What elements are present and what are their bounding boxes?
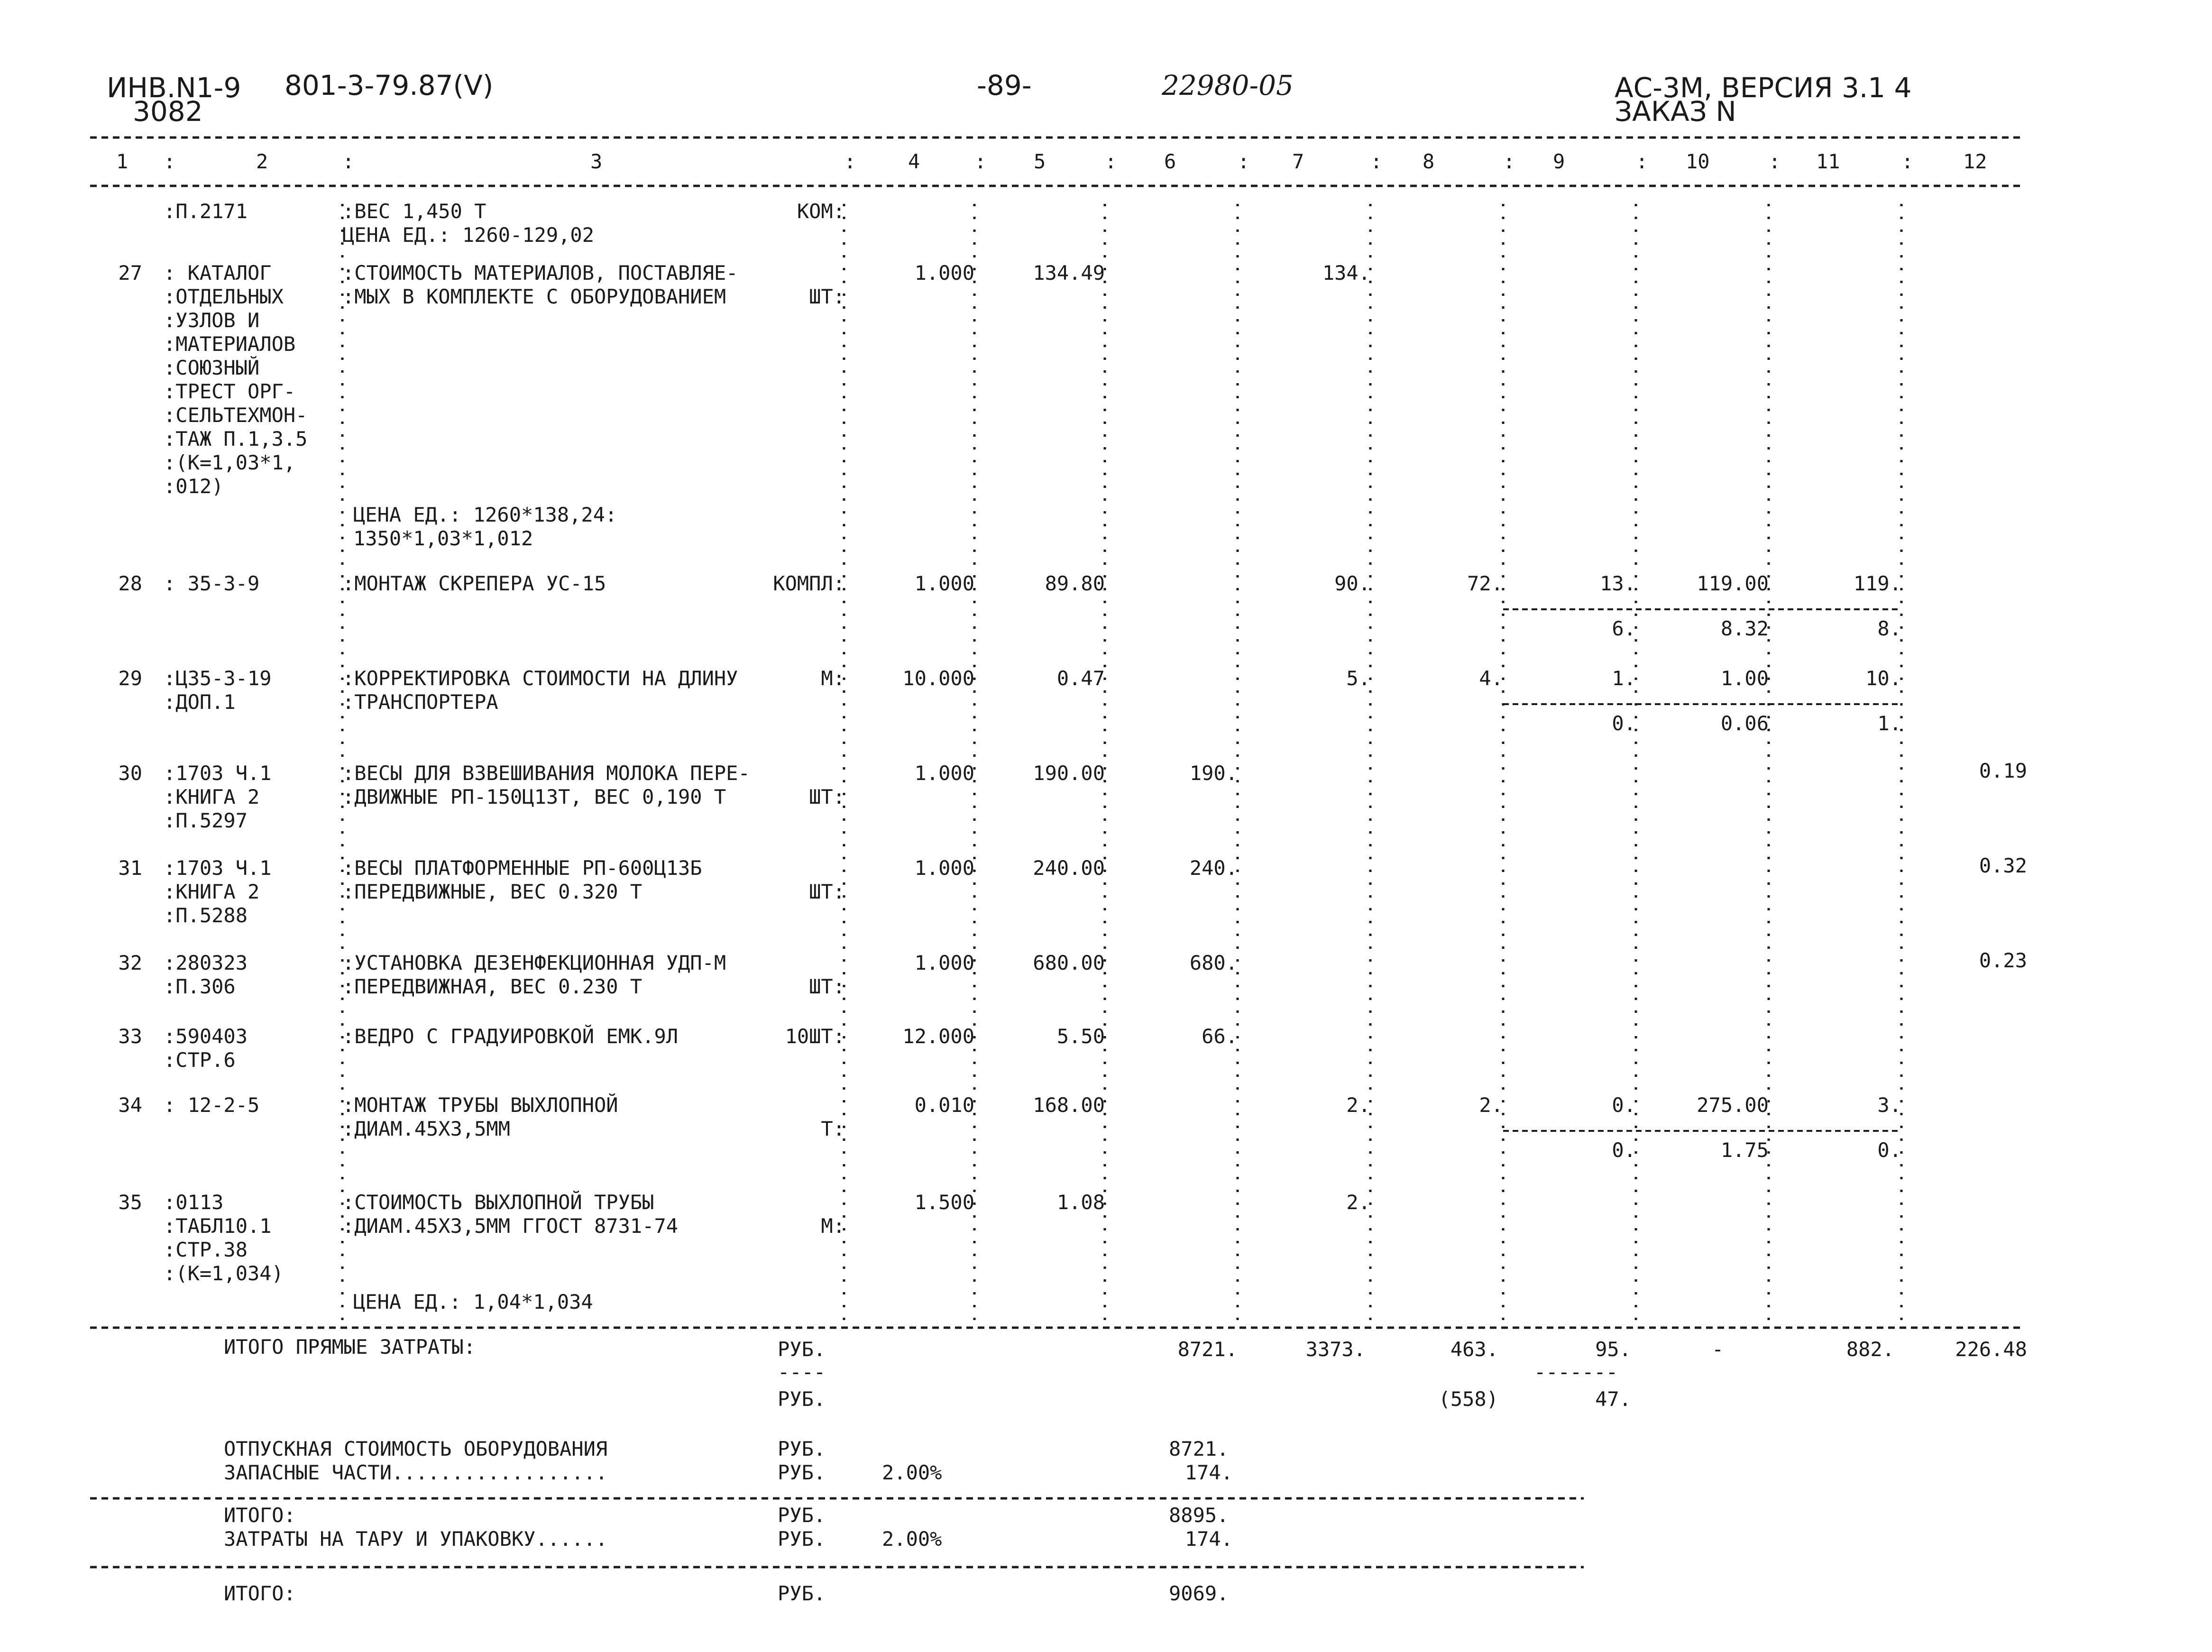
row-code: :ТРЕСТ ОРГ- [164, 380, 296, 403]
row-value-c10: 1.00 [1720, 667, 1769, 690]
direct2-total-c8: (558) [1438, 1387, 1498, 1411]
row-unit: М: [821, 667, 845, 690]
row-code: :590403 [164, 1025, 248, 1048]
subtotal-1-label: ИТОГО: [224, 1504, 296, 1527]
column-header-6: 6 [1164, 150, 1176, 173]
row-code: : 35-3-9 [164, 572, 260, 595]
row-description: :ДИАМ.45Х3,5ММ ГГОСТ 8731-74 [342, 1214, 679, 1238]
inv-number: 3082 [133, 95, 203, 128]
row-code: : КАТАЛОГ [164, 261, 272, 285]
row-unit: КОМПЛ: [773, 572, 845, 595]
row-number: 35 [118, 1191, 142, 1214]
row-description: ЦЕНА ЕД.: 1260-129,02 [342, 223, 595, 247]
row-number: 28 [118, 572, 142, 595]
row-price-note: ЦЕНА ЕД.: 1260*138,24: [353, 503, 617, 526]
direct-total-c6: 8721. [1177, 1338, 1238, 1361]
row-value-c9: 1. [1612, 667, 1636, 690]
packaging-value: 174. [1184, 1527, 1233, 1551]
column-divider: : [164, 150, 176, 173]
row-description: :МОНТАЖ ТРУБЫ ВЫХЛОПНОЙ [342, 1093, 618, 1117]
row-unit: КОМ: [797, 200, 845, 223]
row-description: :ДВИЖНЫЕ РП-150Ц13Т, ВЕС 0,190 Т [342, 785, 726, 808]
row-description: :КОРРЕКТИРОВКА СТОИМОСТИ НА ДЛИНУ [342, 667, 738, 690]
column-divider: : [1370, 150, 1383, 173]
row-number: 34 [118, 1093, 142, 1117]
row-value-c7: 2. [1346, 1191, 1370, 1214]
row-code: :СТР.38 [164, 1238, 248, 1261]
row-value-c5: 0.47 [1056, 667, 1105, 690]
column-divider: : [342, 150, 355, 173]
row-value-c5: 89.80 [1045, 572, 1105, 595]
grand-total-label: ИТОГО: [224, 1582, 296, 1605]
column-divider: : [974, 150, 987, 173]
row-code: :СЕЛЬТЕХМОН- [164, 404, 308, 427]
order-label: ЗАКАЗ N [1615, 95, 1736, 128]
row-description: :УСТАНОВКА ДЕЗЕНФЕКЦИОННАЯ УДП-М [342, 951, 726, 974]
row-code: :1703 Ч.1 [164, 762, 272, 785]
row-value-c6: 240. [1189, 856, 1238, 880]
row-code: :СОЮЗНЫЙ [164, 356, 260, 379]
direct2-total-c9: 47. [1595, 1387, 1631, 1411]
row-number: 32 [118, 951, 142, 974]
row-number: 29 [118, 667, 142, 690]
row-subvalue-c9: 0. [1612, 712, 1636, 735]
column-divider: : [1105, 150, 1117, 173]
row-value-c5: 134.49 [1033, 261, 1105, 285]
direct-dash-short: ---- [778, 1360, 826, 1384]
row-value-c4: 1.000 [914, 261, 974, 285]
row-code: :ДОП.1 [164, 690, 236, 714]
row-value-c7: 5. [1346, 667, 1370, 690]
row-description: :МОНТАЖ СКРЕПЕРА УС-15 [342, 572, 606, 595]
equipment-cost-value: 8721. [1169, 1437, 1229, 1460]
row-value-c7: 90. [1334, 572, 1370, 595]
direct-costs2-currency: РУБ. [778, 1387, 826, 1411]
row-value-c7: 2. [1346, 1093, 1370, 1117]
row-value-c11: 10. [1865, 667, 1901, 690]
row-code: :ОТДЕЛЬНЫХ [164, 285, 284, 308]
row-value-c12: 0.23 [1979, 949, 2027, 972]
column-header-5: 5 [1034, 150, 1046, 173]
row-value-c12: 0.19 [1979, 759, 2027, 782]
inv-label: ИНВ.N1-9 [107, 72, 241, 104]
column-header-12: 12 [1963, 150, 1987, 173]
row-value-c5: 190.00 [1033, 762, 1105, 785]
subtotal-1-value: 8895. [1169, 1504, 1229, 1527]
row-code: : 12-2-5 [164, 1093, 260, 1117]
row-value-c11: 119. [1853, 572, 1901, 595]
grand-total-value: 9069. [1169, 1582, 1229, 1605]
row-unit: ШТ: [809, 285, 845, 308]
direct-costs-currency: РУБ. [778, 1338, 826, 1361]
row-subvalue-c10: 0.06 [1720, 712, 1769, 735]
direct-total-c9: 95. [1595, 1338, 1631, 1361]
row-code: :П.5288 [164, 904, 248, 927]
row-value-c10: 275.00 [1697, 1093, 1769, 1117]
row-value-c4: 10.000 [902, 667, 974, 690]
column-header-7: 7 [1292, 150, 1304, 173]
row-code: :КНИГА 2 [164, 785, 260, 808]
row-value-c4: 1.000 [914, 951, 974, 974]
spare-parts-value: 174. [1184, 1461, 1233, 1484]
row-value-c5: 680.00 [1033, 951, 1105, 974]
row-value-c4: 1.000 [914, 572, 974, 595]
column-header-1: 1 [116, 150, 128, 173]
order-number: 22980-05 [1162, 69, 1294, 101]
row-description: :МЫХ В КОМПЛЕКТЕ С ОБОРУДОВАНИЕМ [342, 285, 726, 308]
row-unit: 10ШТ: [785, 1025, 845, 1048]
column-divider: : [1769, 150, 1781, 173]
packaging-currency: РУБ. [778, 1527, 826, 1551]
packaging-percent: 2.00% [882, 1527, 942, 1551]
row-value-c5: 5.50 [1056, 1025, 1105, 1048]
row-code: :СТР.6 [164, 1048, 236, 1072]
row-description: :ТРАНСПОРТЕРА [342, 690, 498, 714]
row-value-c5: 168.00 [1033, 1093, 1105, 1117]
column-header-10: 10 [1686, 150, 1710, 173]
row-unit: Т: [821, 1117, 845, 1140]
column-divider: : [1901, 150, 1914, 173]
equipment-cost-currency: РУБ. [778, 1437, 826, 1460]
row-value-c9: 0. [1612, 1093, 1636, 1117]
column-divider: : [1503, 150, 1515, 173]
direct-costs-label: ИТОГО ПРЯМЫЕ ЗАТРАТЫ: [224, 1335, 476, 1358]
row-value-c4: 12.000 [902, 1025, 974, 1048]
row-value-c4: 1.500 [914, 1191, 974, 1214]
page-number: -89- [977, 69, 1032, 101]
row-value-c8: 4. [1479, 667, 1503, 690]
spare-parts-currency: РУБ. [778, 1461, 826, 1484]
row-code: :Ц35-3-19 [164, 667, 272, 690]
column-divider: : [1238, 150, 1250, 173]
row-code: :ТАЖ П.1,3.5 [164, 427, 308, 450]
spare-parts-label: ЗАПАСНЫЕ ЧАСТИ.................. [224, 1461, 608, 1484]
column-header-2: 2 [256, 150, 268, 173]
row-code: :1703 Ч.1 [164, 856, 272, 880]
row-value-c7: 134. [1322, 261, 1370, 285]
row-subvalue-c10: 8.32 [1720, 617, 1769, 640]
column-divider: : [844, 150, 856, 173]
row-description: :ПЕРЕДВИЖНЫЕ, ВЕС 0.320 Т [342, 880, 642, 903]
column-header-9: 9 [1553, 150, 1565, 173]
direct-total-c7: 3373. [1305, 1338, 1366, 1361]
program-version: АС-3М, ВЕРСИЯ 3.1 4 [1615, 72, 1912, 104]
row-value-c11: 3. [1877, 1093, 1901, 1117]
row-code: :(К=1,03*1, [164, 451, 296, 474]
row-code: :П.306 [164, 975, 236, 998]
row-code: :УЗЛОВ И [164, 309, 260, 332]
row-subvalue-c11: 8. [1877, 617, 1901, 640]
row-value-c8: 2. [1479, 1093, 1503, 1117]
row-value-c5: 240.00 [1033, 856, 1105, 880]
column-header-8: 8 [1423, 150, 1435, 173]
subtotal-1-currency: РУБ. [778, 1504, 826, 1527]
column-header-11: 11 [1816, 150, 1840, 173]
equipment-cost-label: ОТПУСКНАЯ СТОИМОСТЬ ОБОРУДОВАНИЯ [224, 1437, 608, 1460]
column-divider: : [1636, 150, 1648, 173]
column-header-3: 3 [590, 150, 603, 173]
row-value-c12: 0.32 [1979, 854, 2027, 877]
row-code: :0113 [164, 1191, 224, 1214]
row-description: :СТОИМОСТЬ МАТЕРИАЛОВ, ПОСТАВЛЯЕ- [342, 261, 738, 285]
row-subvalue-c10: 1.75 [1720, 1138, 1769, 1162]
row-description: :ВЕСЫ ДЛЯ ВЗВЕШИВАНИЯ МОЛОКА ПЕРЕ- [342, 762, 750, 785]
row-description: :ВЕС 1,450 Т [342, 200, 486, 223]
row-unit: ШТ: [809, 880, 845, 903]
row-unit: М: [821, 1214, 845, 1238]
row-value-c6: 680. [1189, 951, 1238, 974]
row-value-c4: 1.000 [914, 856, 974, 880]
row-code: :П.2171 [164, 200, 248, 223]
direct-dash-long: ------- [1534, 1360, 1618, 1384]
row-description: :ДИАМ.45Х3,5ММ [342, 1117, 511, 1140]
row-price-note: ЦЕНА ЕД.: 1,04*1,034 [353, 1290, 593, 1313]
direct-total-c11: 882. [1846, 1338, 1894, 1361]
row-description: :ВЕСЫ ПЛАТФОРМЕННЫЕ РП-600Ц13Б [342, 856, 702, 880]
row-code: :280323 [164, 951, 248, 974]
row-value-c10: 119.00 [1697, 572, 1769, 595]
grand-total-currency: РУБ. [778, 1582, 826, 1605]
row-code: :012) [164, 475, 224, 498]
row-price-note: 1350*1,03*1,012 [353, 527, 533, 550]
row-number: 31 [118, 856, 142, 880]
row-number: 27 [118, 261, 142, 285]
direct-total-c8: 463. [1450, 1338, 1498, 1361]
doc-code: 801-3-79.87(V) [285, 69, 494, 101]
row-value-c8: 72. [1467, 572, 1503, 595]
direct-total-c10: - [1712, 1338, 1724, 1361]
row-code: :КНИГА 2 [164, 880, 260, 903]
direct-total-c12: 226.48 [1955, 1338, 2027, 1361]
row-value-c5: 1.08 [1056, 1191, 1105, 1214]
row-unit: ШТ: [809, 975, 845, 998]
row-value-c9: 13. [1600, 572, 1636, 595]
row-code: :(К=1,034) [164, 1262, 284, 1285]
row-subvalue-c11: 1. [1877, 712, 1901, 735]
row-number: 33 [118, 1025, 142, 1048]
row-value-c4: 1.000 [914, 762, 974, 785]
row-description: :ВЕДРО С ГРАДУИРОВКОЙ ЕМК.9Л [342, 1025, 679, 1048]
row-value-c6: 190. [1189, 762, 1238, 785]
row-description: :СТОИМОСТЬ ВЫХЛОПНОЙ ТРУБЫ [342, 1191, 654, 1214]
row-number: 30 [118, 762, 142, 785]
row-code: :ТАБЛ10.1 [164, 1214, 272, 1238]
row-subvalue-c11: 0. [1877, 1138, 1901, 1162]
packaging-label: ЗАТРАТЫ НА ТАРУ И УПАКОВКУ...... [224, 1527, 608, 1551]
column-header-4: 4 [908, 150, 920, 173]
row-description: :ПЕРЕДВИЖНАЯ, ВЕС 0.230 Т [342, 975, 642, 998]
row-value-c6: 66. [1202, 1025, 1238, 1048]
row-subvalue-c9: 0. [1612, 1138, 1636, 1162]
row-code: :МАТЕРИАЛОВ [164, 332, 296, 356]
row-unit: ШТ: [809, 785, 845, 808]
row-value-c4: 0.010 [914, 1093, 974, 1117]
row-subvalue-c9: 6. [1612, 617, 1636, 640]
row-code: :П.5297 [164, 809, 248, 832]
spare-parts-percent: 2.00% [882, 1461, 942, 1484]
